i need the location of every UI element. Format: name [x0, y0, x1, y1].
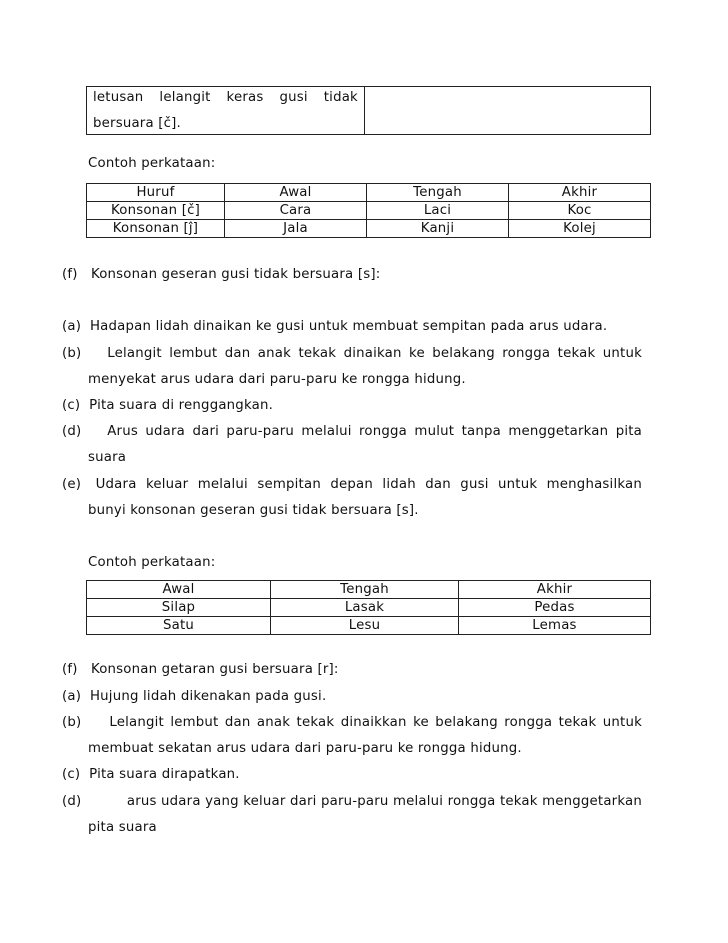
item-marker: (c) [62, 398, 81, 413]
table-header: Tengah [271, 581, 459, 599]
item-line: bunyi konsonan geseran gusi tidak bersuara [s]. [88, 503, 419, 518]
word: letusan [93, 90, 144, 105]
contoh-label: Contoh perkataan: [88, 555, 216, 570]
item-marker: (b) [62, 715, 82, 730]
top-table-line2: bersuara [č]. [93, 116, 181, 131]
table-header: Awal [87, 581, 271, 599]
heading-marker: (f) [62, 267, 78, 282]
word: tidak [323, 90, 358, 105]
table-header: Akhir [459, 581, 651, 599]
table-cell: Kolej [509, 220, 651, 238]
item-marker: (a) [62, 689, 82, 704]
contoh-label: Contoh perkataan: [88, 156, 216, 171]
item-marker: (d) [62, 424, 82, 439]
item-marker: (c) [62, 767, 81, 782]
list-item [62, 346, 642, 361]
table-cell: Pedas [459, 599, 651, 617]
list-item [62, 398, 273, 413]
list-item [62, 767, 240, 782]
table-cell: Koc [509, 202, 651, 220]
table-cell: Jala [225, 220, 367, 238]
example-table-c-j [86, 183, 651, 238]
table-header: Awal [225, 184, 367, 202]
list-item [62, 689, 326, 704]
item-line: Arus udara dari paru-paru melalui rongga mulut tanpa menggetarkan pita [107, 424, 642, 439]
heading-text: Konsonan getaran gusi bersuara [r]: [90, 662, 339, 677]
word: lelangit [159, 90, 211, 105]
table-cell: Satu [87, 617, 271, 635]
item-line: Hadapan lidah dinaikan ke gusi untuk membuat sempitan pada arus udara. [89, 319, 608, 334]
item-line: pita suara [88, 820, 157, 835]
item-line: Lelangit lembut dan anak tekak dinaikan ke belakang rongga tekak untuk [107, 346, 642, 361]
table-header: Akhir [509, 184, 651, 202]
top-table [86, 86, 651, 135]
table-cell: Konsonan [ĵ] [87, 220, 225, 238]
section-heading [62, 267, 380, 282]
table-cell: Lasak [271, 599, 459, 617]
table-header: Huruf [87, 184, 225, 202]
table-cell: Silap [87, 599, 271, 617]
heading-marker: (f) [62, 662, 78, 677]
list-item [62, 319, 607, 334]
list-item [62, 794, 642, 809]
table-row [87, 617, 651, 635]
table-cell: Lesu [271, 617, 459, 635]
item-line: arus udara yang keluar dari paru-paru melalui rongga tekak menggetarkan [126, 794, 642, 809]
item-line: Udara keluar melalui sempitan depan lidah dan gusi untuk menghasilkan [95, 477, 642, 492]
item-marker: (b) [62, 346, 82, 361]
table-header: Tengah [367, 184, 509, 202]
table-row [87, 220, 651, 238]
item-marker: (e) [62, 477, 82, 492]
list-item [62, 477, 642, 492]
top-table-cell-text [87, 87, 365, 135]
word: gusi [279, 90, 308, 105]
item-line: membuat sekatan arus udara dari paru-paru ke rongga hidung. [88, 741, 522, 756]
section-heading [62, 662, 339, 677]
table-row [87, 599, 651, 617]
table-row [87, 202, 651, 220]
item-line: Lelangit lembut dan anak tekak dinaikkan ke belakang rongga tekak untuk [109, 715, 642, 730]
item-line: Pita suara dirapatkan. [89, 767, 240, 782]
list-item [62, 424, 642, 439]
table-cell: Cara [225, 202, 367, 220]
top-table-cell-empty [365, 87, 651, 135]
example-table-s [86, 580, 651, 635]
item-line: Pita suara di renggangkan. [89, 398, 274, 413]
table-cell: Laci [367, 202, 509, 220]
item-line: Hujung lidah dikenakan pada gusi. [89, 689, 327, 704]
table-cell: Kanji [367, 220, 509, 238]
item-line: suara [88, 450, 127, 465]
word: keras [226, 90, 264, 105]
table-cell: Konsonan [č] [87, 202, 225, 220]
list-item [62, 715, 642, 730]
item-marker: (d) [62, 794, 82, 809]
item-line: menyekat arus udara dari paru-paru ke rongga hidung. [88, 372, 466, 387]
item-marker: (a) [62, 319, 82, 334]
table-cell: Lemas [459, 617, 651, 635]
heading-text: Konsonan geseran gusi tidak bersuara [s]: [90, 267, 381, 282]
